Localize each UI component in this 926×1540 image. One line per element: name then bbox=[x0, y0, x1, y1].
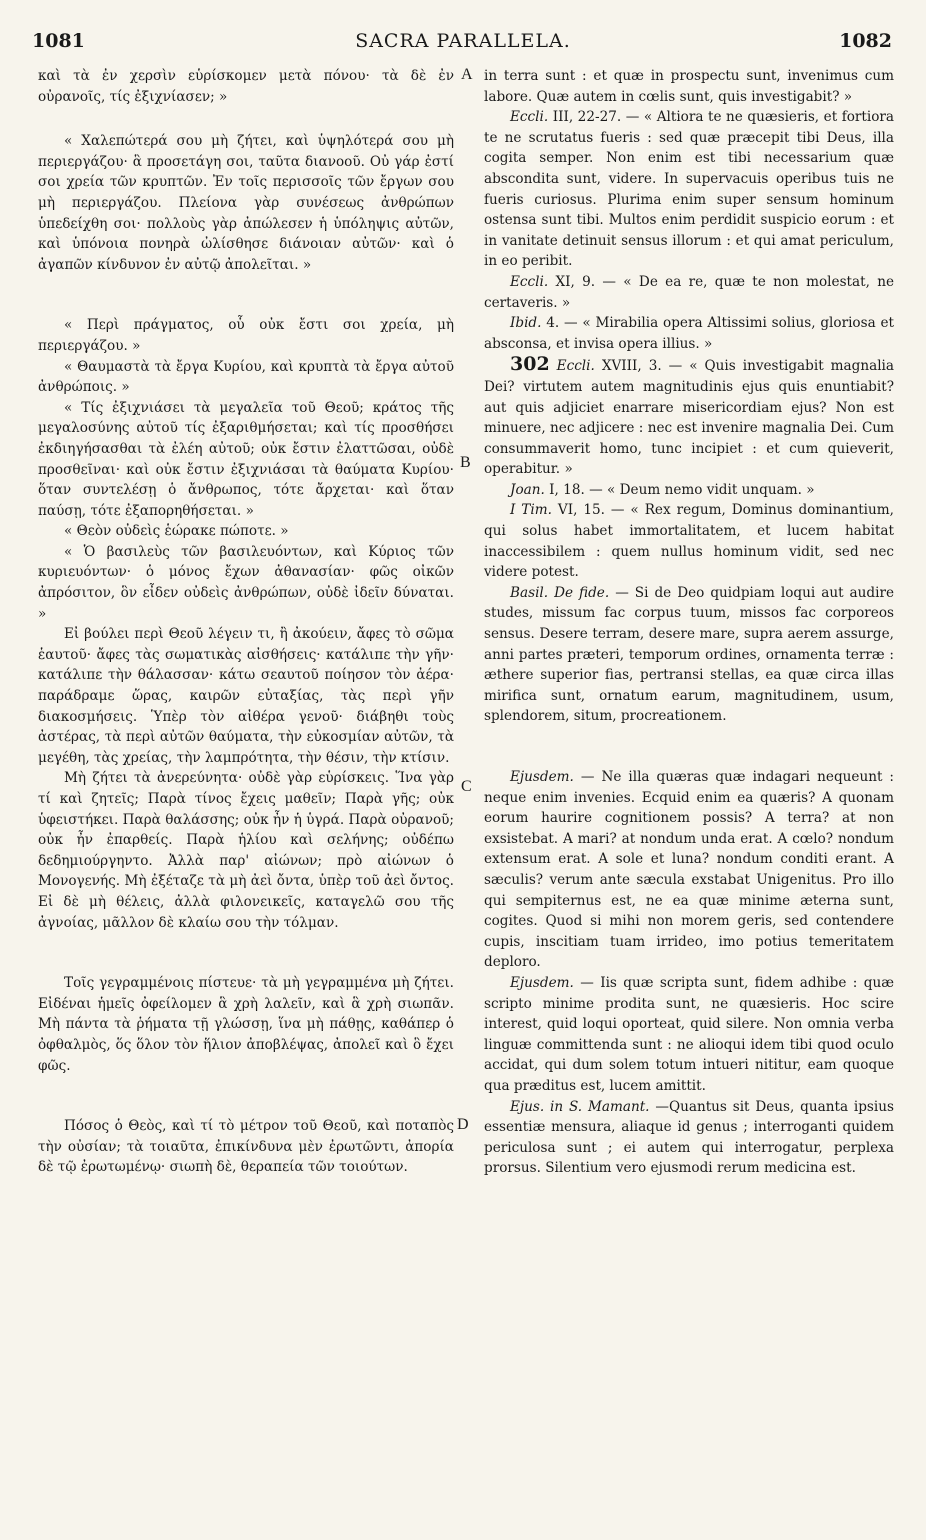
citation: I Tim. bbox=[510, 502, 552, 519]
greek-paragraph: « Χαλεπώτερά σου μὴ ζήτει, καὶ ὑψηλότερά σου μὴ περιεργάζου· ἃ προσετάγη σοι, ταῦτα διανοοῦ. Οὐ γάρ ἐστί σοι χρεία τῶν κρυπτῶν. Ἐν τοῖς περισσοῖς τῶν ἔργων σου μὴ περιεργάζου. Πλείονα γὰρ συνέσεως ἀνθρώπων ὑπεδείχθη σοι· πολλοὺς γὰρ ἀπώλεσεν ἡ ὑπόληψις αὐτῶν, καὶ ὑπόνοια πονηρὰ ὠλίσθησε διάνοιαν αὐτῶν· καὶ ὁ ἀγαπῶν κίνδυνον ἐν αὐτῷ ἀπολεῖται. » bbox=[38, 133, 454, 273]
greek-paragraph: « Θαυμαστὰ τὰ ἔργα Κυρίου, καὶ κρυπτὰ τὰ ἔργα αὐτοῦ ἀνθρώποις. » bbox=[38, 358, 454, 396]
page-number-left: 1081 bbox=[32, 30, 85, 52]
margin-marker-b: B bbox=[460, 454, 471, 471]
citation: Ejusdem. bbox=[510, 769, 574, 785]
greek-paragraph: « Περὶ πράγματος, οὗ οὐκ ἔστι σοι χρεία, μὴ περιεργάζου. » bbox=[38, 317, 454, 354]
citation: Ibid. bbox=[510, 315, 542, 332]
citation: Joan. bbox=[510, 481, 545, 498]
margin-marker-a: A bbox=[461, 66, 473, 83]
latin-paragraph: Basil. De fide. — Si de Deo quidpiam loqui aut audire studes, missum fac corpus tuum, missos fac corporeos sensus. Desere terram, desere mare, supra aerem assurge, anni partes præteri, temporum ordines, ornamenta terræ : æthere superior fias, pertransi stellas, ea quæ circa illas mirifica sunt, ornatum earum, magnitudinem, usum, splendorem, situm, procreationem. bbox=[484, 584, 894, 725]
latin-paragraph: Ibid. 4. — « Mirabilia opera Altissimi solius, gloriosa et absconsa, et invisa opera illius. » bbox=[484, 315, 894, 352]
citation: Eccli. bbox=[510, 109, 549, 126]
latin-paragraph: I Tim. VI, 15. — « Rex regum, Dominus dominantium, qui solus habet immortalitatem, et lucem habitat inaccessibilem : quem nullus hominum vidit, sed nec videre potest. bbox=[484, 502, 894, 581]
greek-paragraph: Πόσος ὁ Θεὸς, καὶ τί τὸ μέτρον τοῦ Θεοῦ, καὶ ποταπὸς τὴν οὐσίαν; τὰ τοιαῦτα, ἐπικίνδυνα μὲν ἐρωτῶντι, ἀπορία δὲ τῷ ἐρωτωμένῳ· σιωπὴ δὲ, θεραπεία τῶν τοιούτων. bbox=[38, 1118, 454, 1176]
latin-paragraph: Ejusdem. — Ne illa quæras quæ indagari nequeunt : neque enim invenies. Ecquid enim ea quæris? A quonam eorum haurire cognitionem possis? A terra? at non exsistebat. A mari? at nondum unda erat. A cœlo? nondum extensum erat. A sole et luna? nondum conditi erant. A sæculis? verum ante sæcula exstabat Unigenitus. Pro illo qui sempiternus est, ne ea quæ minime æterna sunt, cogites. Quod si mihi non morem geris, sed contendere cupis, inscitiam tuam irrideo, imo potius temeritatem deploro. bbox=[484, 769, 895, 971]
citation: Basil. De fide. bbox=[510, 584, 610, 601]
greek-paragraph: Τοῖς γεγραμμένοις πίστευε· τὰ μὴ γεγραμμένα μὴ ζήτει. Εἰδέναι ἡμεῖς ὀφείλομεν ἃ χρὴ λαλεῖν, καὶ ἃ χρὴ σιωπᾶν. Μὴ πάντα τὰ ῥήματα τῇ γλώσσῃ, ἵνα μὴ πάθῃς, καθάπερ ὁ ὀφθαλμὸς, ὅς ὅλον τὸν ἥλιον ἀποβλέψας, ἀπολεῖ καὶ ὃ ἔχει φῶς. bbox=[38, 975, 454, 1074]
citation: Ejusdem. bbox=[510, 974, 574, 991]
latin-column bbox=[484, 66, 894, 1179]
margin-marker-d: D bbox=[457, 1116, 469, 1133]
running-title: SACRA PARALLELA. bbox=[355, 30, 571, 52]
greek-paragraph: « Ὁ βασιλεὺς τῶν βασιλευόντων, καὶ Κύριος τῶν κυριευόντων· ὁ μόνος ἔχων ἀθανασίαν· φῶς οἰκῶν ἀπρόσιτον, ὃν εἶδεν οὐδεὶς ἀνθρώπων, οὐδὲ ἰδεῖν δύναται. » bbox=[38, 543, 454, 622]
page-header bbox=[0, 30, 926, 62]
greek-paragraph: καὶ τὰ ἐν χερσὶν εὑρίσκομεν μετὰ πόνου· τὰ δὲ ἐν οὐρανοῖς, τίς ἐξιχνίασεν; » bbox=[38, 68, 454, 105]
citation: Ejus. in S. Mamant. bbox=[510, 1098, 650, 1115]
latin-paragraph: Eccli. III, 22-27. — « Altiora te ne quæsieris, et fortiora te ne scrutatus fueris : sed quæ præcepit tibi Deus, illa cogita semper. Non enim est tibi necessarium quæ abscondita sunt, videre. In supervacuis operibus tuis ne fueris curiosus. Plurima enim super sensum hominum ostensa sunt tibi. Multos enim perdidit suspicio eorum : et in vanitate detinuit sensus illorum : et qui amat periculum, in eo peribit. bbox=[484, 109, 895, 270]
citation: Eccli. bbox=[510, 273, 549, 290]
latin-paragraph: 302 Eccli. XVIII, 3. — « Quis investigabit magnalia Dei? virtutem autem magnitudinis ejus quis enuntiabit? aut quis adjiciet enarrare misericordiam ejus? Non est minuere, nec adjicere : nec est invenire magnalia Dei. Cum consummaverit homo, tunc incipiet : et cum quieverit, operabitur. » bbox=[484, 353, 894, 478]
latin-paragraph: Eccli. XI, 9. — « De ea re, quæ te non molestat, ne certaveris. » bbox=[484, 273, 894, 311]
greek-paragraph: « Θεὸν οὐδεὶς ἑώρακε πώποτε. » bbox=[64, 523, 289, 540]
latin-paragraph: Ejus. in S. Mamant. —Quantus sit Deus, quanta ipsius essentiæ mensura, aliaque id genus ; interroganti quidem periculosa sunt ; ei autem qui interrogatur, perplexa prorsus. Silentium vero ejusmodi rerum medicina est. bbox=[484, 1098, 894, 1177]
margin-marker-c: C bbox=[461, 778, 472, 795]
citation: Eccli. bbox=[556, 358, 595, 375]
greek-paragraph: « Τίς ἐξιχνιάσει τὰ μεγαλεῖα τοῦ Θεοῦ; κράτος τῆς μεγαλοσύνης αὐτοῦ τίς ἐξαριθμήσεται; καὶ τίς προσθήσει ἐκδιηγήσασθαι τὰ ἐλέη αὐτοῦ; οὐκ ἔστιν ἐλαττῶσαι, οὐδὲ προσθεῖναι· καὶ οὐκ ἔστιν ἐξιχνιάσαι τὰ θαύματα Κυρίου· ὅταν συντελέσῃ ὁ ἄνθρωπος, τότε ἄρχεται· καὶ ὅταν παύσῃ, τότε ἐξαπορηθήσεται. » bbox=[38, 399, 454, 519]
latin-paragraph: Ejusdem. — Iis quæ scripta sunt, fidem adhibe : quæ scripto minime prodita sunt, ne quæsieris. Hoc scire interest, quid loqui oporteat, quid silere. Non omnia verba linguæ committenda sunt : ne alioqui idem tibi quod oculo accidat, qui dum solem totum intueri nititur, eam quoque qua præditus est, lucem amittit. bbox=[484, 974, 894, 1094]
greek-paragraph: Μὴ ζήτει τὰ ἀνερεύνητα· οὐδὲ γὰρ εὑρίσκεις. Ἵνα γὰρ τί καὶ ζητεῖς; Παρὰ τίνος ἔχεις μαθεῖν; Παρὰ γῆς; οὐκ ὑφειστήκει. Παρὰ θαλάσσης; οὐκ ἦν ἡ ὑγρά. Παρὰ οὐρανοῦ; οὐκ ἦν ἐπαρθείς. Παρὰ ἡλίου καὶ σελήνης; οὐδέπω δεδημιούργηντο. Ἀλλὰ παρ' αἰώνων; πρὸ αἰώνων ὁ Μονογενής. Μὴ ἐξέταζε τὰ μὴ ἀεὶ ὄντα, ὑπὲρ τοῦ ἀεὶ ὄντος. Εἰ δὲ μὴ θέλεις, ἀλλὰ φιλονεικεῖς, καταγελῶ σου τῆς ἀγνοίας, μᾶλλον δὲ κλαίω σου τὴν τόλμαν. bbox=[38, 770, 454, 931]
greek-column bbox=[38, 66, 454, 1178]
greek-paragraph: Εἰ βούλει περὶ Θεοῦ λέγειν τι, ἢ ἀκούειν, ἄφες τὸ σῶμα ἑαυτοῦ· ἄφες τὰς σωματικὰς αἰσθήσεις· κατάλιπε τὴν γῆν· κατάλιπε τὴν θάλασσαν· κάτω σεαυτοῦ ποίησον τὸν ἀέρα· παράδραμε ὥρας, καιρῶν εὐταξίας, τὰς περὶ γῆν διακοσμήσεις. Ὑπὲρ τὸν αἰθέρα γενοῦ· διάβηθι τοὺς ἀστέρας, τὰ περὶ αὐτῶν θαύματα, τὴν εὐκοσμίαν αὐτῶν, τὰ μεγέθη, τὰς χρείας, τὴν λαμπρότητα, τὴν θέσιν, τὴν κτίσιν. bbox=[38, 626, 454, 766]
page-number-right: 1082 bbox=[839, 30, 892, 52]
column-number: 302 bbox=[510, 353, 550, 376]
latin-paragraph: Joan. I, 18. — « Deum nemo vidit unquam. » bbox=[510, 481, 815, 498]
latin-paragraph: in terra sunt : et quæ in prospectu sunt, invenimus cum labore. Quæ autem in cœlis sunt, quis investigabit? » bbox=[484, 68, 894, 105]
